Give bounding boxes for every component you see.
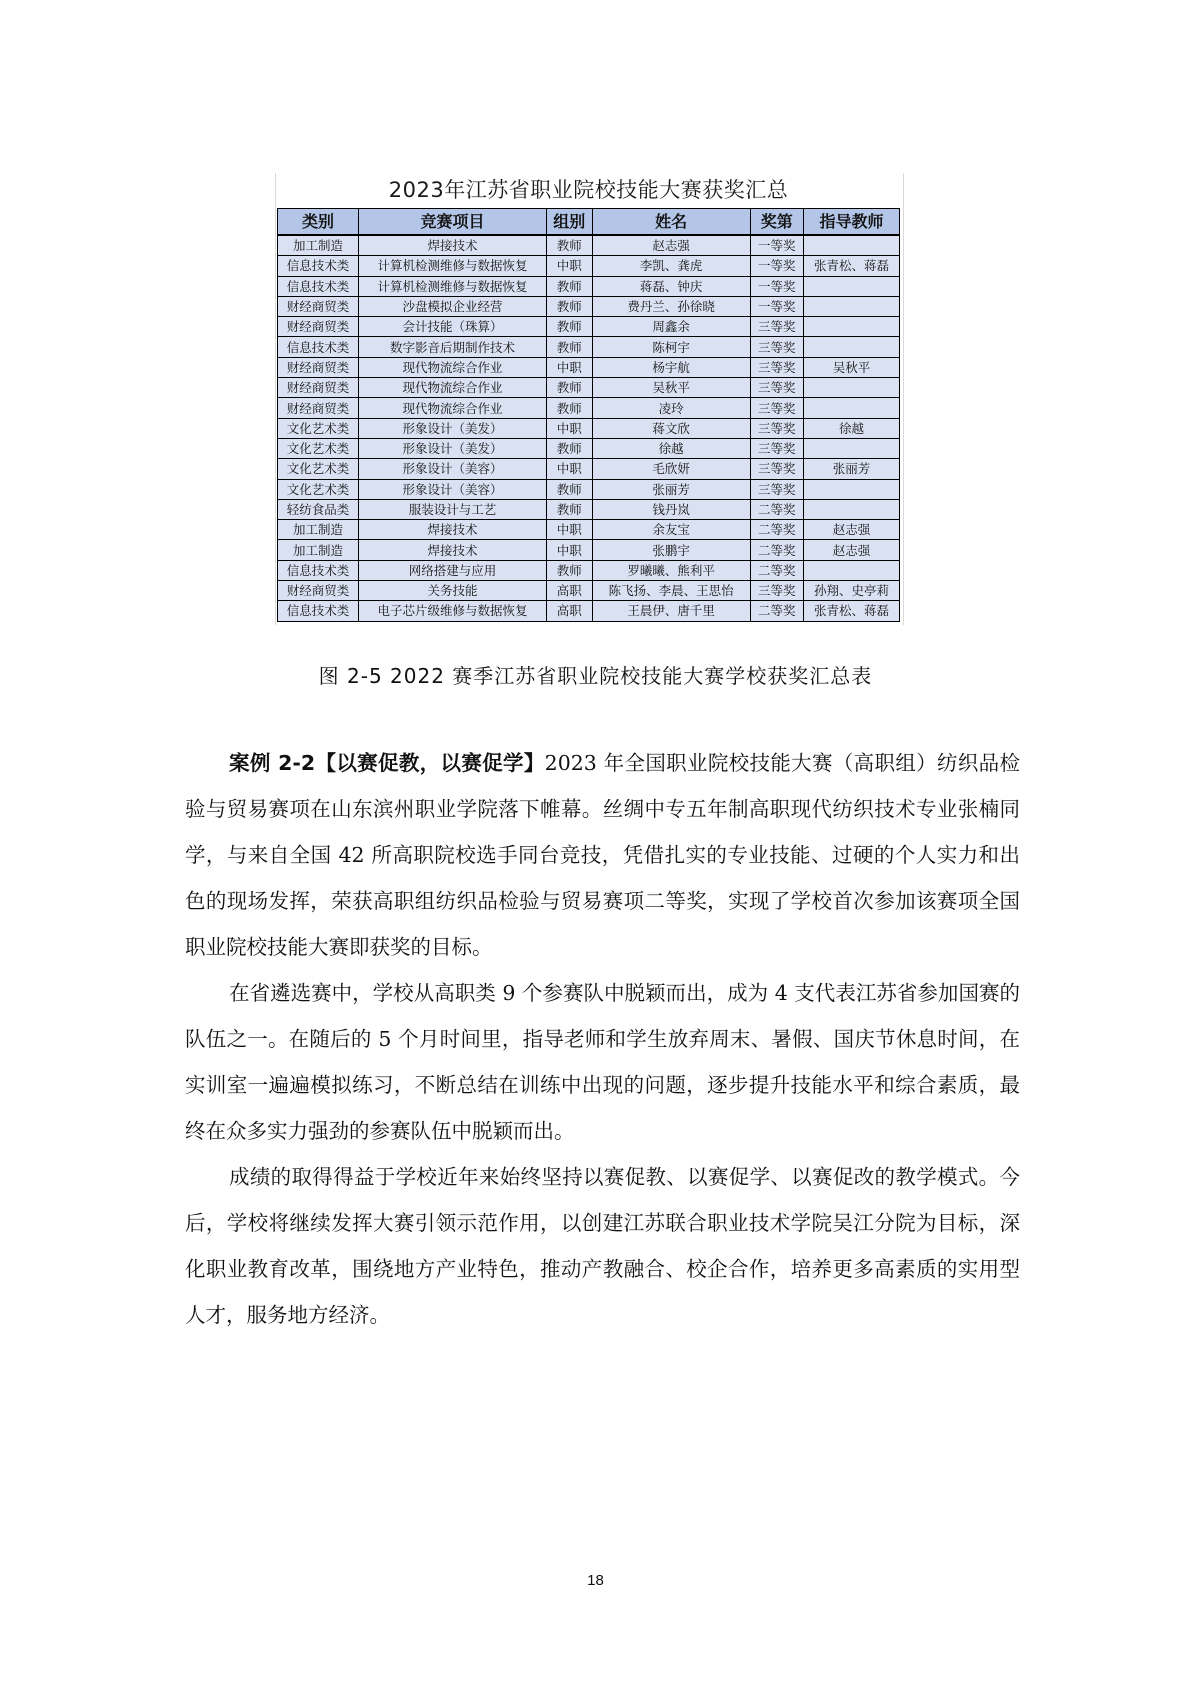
- cell-instructor: [803, 276, 899, 296]
- cell-group: 中职: [546, 418, 592, 438]
- cell-group: 教师: [546, 438, 592, 458]
- header-name: 姓名: [592, 209, 750, 236]
- cell-event: 现代物流综合作业: [359, 378, 547, 398]
- cell-group: 教师: [546, 398, 592, 418]
- table-row: [278, 256, 900, 276]
- table-body: [278, 235, 900, 621]
- cell-award: 三等奖: [750, 357, 803, 377]
- cell-category: 财经商贸类: [278, 581, 359, 601]
- cell-group: 中职: [546, 459, 592, 479]
- header-category: 类别: [278, 209, 359, 236]
- cell-group: 教师: [546, 317, 592, 337]
- cell-group: 教师: [546, 276, 592, 296]
- figure-caption: 图 2-5 2022 赛季江苏省职业院校技能大赛学校获奖汇总表: [318, 664, 873, 688]
- table-row: [278, 438, 900, 458]
- cell-name: 张鹏宇: [592, 540, 750, 560]
- cell-category: 加工制造: [278, 520, 359, 540]
- header-instructor: 指导教师: [803, 209, 899, 236]
- cell-instructor: [803, 235, 899, 256]
- cell-award: 三等奖: [750, 459, 803, 479]
- cell-event: 焊接技术: [359, 520, 547, 540]
- table-row: [278, 357, 900, 377]
- table-row: [278, 296, 900, 316]
- cell-event: 数字影音后期制作技术: [359, 337, 547, 357]
- cell-group: 教师: [546, 479, 592, 499]
- cell-name: 罗曦曦、熊利平: [592, 560, 750, 580]
- cell-name: 陈柯宇: [592, 337, 750, 357]
- cell-category: 文化艺术类: [278, 479, 359, 499]
- cell-group: 教师: [546, 560, 592, 580]
- table-row: [278, 479, 900, 499]
- page-number: 18: [587, 1572, 604, 1589]
- cell-name: 毛欣妍: [592, 459, 750, 479]
- cell-category: 信息技术类: [278, 256, 359, 276]
- cell-event: 服装设计与工艺: [359, 499, 547, 519]
- cell-name: 蒋文欣: [592, 418, 750, 438]
- cell-category: 财经商贸类: [278, 317, 359, 337]
- cell-event: 现代物流综合作业: [359, 398, 547, 418]
- cell-instructor: [803, 378, 899, 398]
- table-header-row: [278, 209, 900, 236]
- table-row: [278, 418, 900, 438]
- table-row: [278, 560, 900, 580]
- paragraph-2: 在省遴选赛中，学校从高职类 9 个参赛队中脱颖而出，成为 4 支代表江苏省参加国赛的队伍之一。在随后的 5 个月时间里，指导老师和学生放弃周末、暑假、国庆节休息时间，在实训室一遍遍模拟练习，不断总结在训练中出现的问题，逐步提升技能水平和综合素质，最终在众多实力强劲的参赛队伍中脱颖而出。: [185, 981, 1020, 1143]
- table-row: [278, 235, 900, 256]
- cell-instructor: 张青松、蒋磊: [803, 601, 899, 621]
- cell-instructor: [803, 438, 899, 458]
- cell-event: 电子芯片级维修与数据恢复: [359, 601, 547, 621]
- cell-group: 中职: [546, 520, 592, 540]
- cell-instructor: 吴秋平: [803, 357, 899, 377]
- cell-category: 加工制造: [278, 540, 359, 560]
- cell-instructor: [803, 337, 899, 357]
- cell-instructor: [803, 317, 899, 337]
- table-row: [278, 499, 900, 519]
- cell-event: 焊接技术: [359, 235, 547, 256]
- cell-instructor: [803, 296, 899, 316]
- cell-instructor: [803, 398, 899, 418]
- cell-category: 财经商贸类: [278, 296, 359, 316]
- cell-award: 三等奖: [750, 418, 803, 438]
- cell-event: 现代物流综合作业: [359, 357, 547, 377]
- table-row: [278, 378, 900, 398]
- table-row: [278, 398, 900, 418]
- table-row: [278, 276, 900, 296]
- cell-name: 钱丹岚: [592, 499, 750, 519]
- cell-award: 三等奖: [750, 378, 803, 398]
- cell-award: 二等奖: [750, 520, 803, 540]
- cell-event: 焊接技术: [359, 540, 547, 560]
- cell-group: 教师: [546, 235, 592, 256]
- cell-category: 文化艺术类: [278, 418, 359, 438]
- cell-event: 形象设计（美发）: [359, 418, 547, 438]
- cell-group: 高职: [546, 581, 592, 601]
- cell-category: 文化艺术类: [278, 438, 359, 458]
- table-row: [278, 540, 900, 560]
- cell-award: 一等奖: [750, 276, 803, 296]
- cell-category: 财经商贸类: [278, 378, 359, 398]
- cell-category: 财经商贸类: [278, 398, 359, 418]
- cell-name: 徐越: [592, 438, 750, 458]
- cell-award: 三等奖: [750, 317, 803, 337]
- awards-table: [277, 208, 900, 622]
- cell-award: 二等奖: [750, 540, 803, 560]
- paragraph-1-text: 2023 年全国职业院校技能大赛（高职组）纺织品检验与贸易赛项在山东滨州职业学院落下帷幕。丝绸中专五年制高职现代纺织技术专业张楠同学，与来自全国 42 所高职院校选手同台竞技，凭借扎实的专业技能、过硬的个人实力和出色的现场发挥，荣获高职组纺织品检验与贸易赛项二等奖，实现了学校首次参加该赛项全国职业院校技能大赛即获奖的目标。: [185, 751, 1020, 959]
- cell-name: 李凯、龚虎: [592, 256, 750, 276]
- table-row: [278, 520, 900, 540]
- header-group: 组别: [546, 209, 592, 236]
- cell-category: 轻纺食品类: [278, 499, 359, 519]
- table-row: [278, 317, 900, 337]
- cell-group: 中职: [546, 357, 592, 377]
- cell-event: 关务技能: [359, 581, 547, 601]
- cell-group: 教师: [546, 296, 592, 316]
- paragraph-3: 成绩的取得得益于学校近年来始终坚持以赛促教、以赛促学、以赛促改的教学模式。今后，学校将继续发挥大赛引领示范作用，以创建江苏联合职业技术学院吴江分院为目标，深化职业教育改革，围绕地方产业特色，推动产教融合、校企合作，培养更多高素质的实用型人才，服务地方经济。: [185, 1165, 1020, 1327]
- cell-group: 中职: [546, 540, 592, 560]
- awards-table-figure: [275, 173, 902, 625]
- cell-event: 网络搭建与应用: [359, 560, 547, 580]
- cell-name: 余友宝: [592, 520, 750, 540]
- cell-instructor: 徐越: [803, 418, 899, 438]
- cell-instructor: 赵志强: [803, 520, 899, 540]
- body-text: [185, 740, 1020, 1338]
- header-event: 竞赛项目: [359, 209, 547, 236]
- cell-group: 教师: [546, 378, 592, 398]
- cell-category: 加工制造: [278, 235, 359, 256]
- cell-category: 信息技术类: [278, 337, 359, 357]
- cell-category: 信息技术类: [278, 276, 359, 296]
- table-row: [278, 459, 900, 479]
- cell-name: 费丹兰、孙徐晓: [592, 296, 750, 316]
- cell-award: 三等奖: [750, 581, 803, 601]
- cell-name: 周鑫余: [592, 317, 750, 337]
- cell-group: 教师: [546, 499, 592, 519]
- cell-event: 形象设计（美容）: [359, 479, 547, 499]
- cell-group: 高职: [546, 601, 592, 621]
- cell-name: 吴秋平: [592, 378, 750, 398]
- cell-name: 杨宇航: [592, 357, 750, 377]
- cell-award: 三等奖: [750, 479, 803, 499]
- cell-event: 会计技能（珠算）: [359, 317, 547, 337]
- cell-award: 二等奖: [750, 499, 803, 519]
- cell-instructor: 赵志强: [803, 540, 899, 560]
- cell-name: 赵志强: [592, 235, 750, 256]
- case-label: 案例 2-2【以赛促教，以赛促学】: [229, 751, 545, 775]
- cell-name: 张丽芳: [592, 479, 750, 499]
- cell-group: 中职: [546, 256, 592, 276]
- table-row: [278, 601, 900, 621]
- table-row: [278, 337, 900, 357]
- cell-award: 三等奖: [750, 438, 803, 458]
- cell-event: 形象设计（美发）: [359, 438, 547, 458]
- cell-award: 二等奖: [750, 601, 803, 621]
- cell-category: 信息技术类: [278, 560, 359, 580]
- cell-award: 一等奖: [750, 235, 803, 256]
- cell-name: 陈飞扬、李晨、王思怡: [592, 581, 750, 601]
- header-award: 奖第: [750, 209, 803, 236]
- paragraph-1: [185, 740, 1020, 970]
- cell-instructor: [803, 499, 899, 519]
- cell-group: 教师: [546, 337, 592, 357]
- cell-event: 形象设计（美容）: [359, 459, 547, 479]
- cell-instructor: [803, 479, 899, 499]
- table-title: 2023年江苏省职业院校技能大赛获奖汇总: [388, 178, 789, 202]
- table-row: [278, 581, 900, 601]
- cell-category: 财经商贸类: [278, 357, 359, 377]
- cell-award: 三等奖: [750, 398, 803, 418]
- cell-name: 凌玲: [592, 398, 750, 418]
- cell-instructor: 张青松、蒋磊: [803, 256, 899, 276]
- cell-award: 一等奖: [750, 296, 803, 316]
- cell-award: 三等奖: [750, 337, 803, 357]
- cell-instructor: [803, 560, 899, 580]
- cell-instructor: 孙翔、史亭莉: [803, 581, 899, 601]
- cell-name: 蒋磊、钟庆: [592, 276, 750, 296]
- cell-name: 王晨伊、唐千里: [592, 601, 750, 621]
- cell-event: 沙盘模拟企业经营: [359, 296, 547, 316]
- cell-category: 文化艺术类: [278, 459, 359, 479]
- cell-award: 一等奖: [750, 256, 803, 276]
- cell-event: 计算机检测维修与数据恢复: [359, 276, 547, 296]
- cell-category: 信息技术类: [278, 601, 359, 621]
- cell-instructor: 张丽芳: [803, 459, 899, 479]
- cell-event: 计算机检测维修与数据恢复: [359, 256, 547, 276]
- cell-award: 二等奖: [750, 560, 803, 580]
